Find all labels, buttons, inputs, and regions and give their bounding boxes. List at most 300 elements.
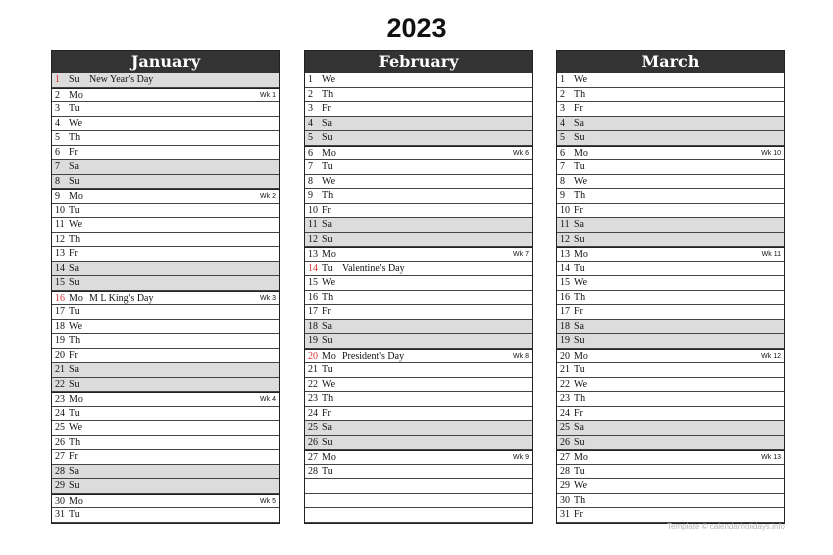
day-of-week: Fr xyxy=(69,349,78,361)
day-row xyxy=(305,450,532,465)
day-row xyxy=(557,320,784,335)
day-number: 16 xyxy=(560,291,570,303)
day-of-week: We xyxy=(69,422,83,433)
month-january xyxy=(51,50,280,524)
day-row xyxy=(557,494,784,509)
day-of-week: Su xyxy=(69,277,80,288)
day-row xyxy=(52,421,279,436)
day-number: 3 xyxy=(560,103,565,114)
day-row xyxy=(305,465,532,480)
day-number: 16 xyxy=(55,292,65,304)
day-number: 21 xyxy=(560,364,570,375)
holiday-label: New Year's Day xyxy=(89,74,154,85)
day-of-week: Su xyxy=(574,132,585,143)
day-row xyxy=(52,247,279,262)
day-of-week: Tu xyxy=(574,465,585,477)
week-number: Wk 12 xyxy=(761,352,781,360)
day-number: 23 xyxy=(560,393,570,404)
day-number: 21 xyxy=(55,364,65,375)
day-of-week: Mo xyxy=(322,452,336,463)
day-number: 14 xyxy=(308,262,318,274)
day-number: 19 xyxy=(560,335,570,346)
week-number: Wk 4 xyxy=(260,396,276,403)
day-row xyxy=(305,160,532,175)
day-row xyxy=(305,363,532,378)
day-of-week: Tu xyxy=(322,364,333,375)
day-row xyxy=(305,436,532,451)
day-of-week: Su xyxy=(574,436,585,448)
day-of-week: Mo xyxy=(574,350,588,362)
day-number: 6 xyxy=(560,147,565,159)
day-number: 4 xyxy=(55,117,60,129)
month-february xyxy=(304,50,533,524)
day-number: 17 xyxy=(55,306,65,317)
day-of-week: Mo xyxy=(322,147,336,159)
day-of-week: Fr xyxy=(574,103,583,114)
day-of-week: Sa xyxy=(69,161,79,172)
day-row xyxy=(305,349,532,364)
day-number: 30 xyxy=(560,494,570,506)
day-number: 20 xyxy=(560,350,570,362)
day-of-week: Su xyxy=(574,335,585,346)
day-of-week: Th xyxy=(574,88,586,100)
day-row xyxy=(557,233,784,248)
day-number: 20 xyxy=(55,349,65,361)
day-of-week: We xyxy=(69,117,83,129)
day-of-week: Sa xyxy=(574,422,584,433)
day-row xyxy=(305,407,532,422)
day-number: 11 xyxy=(560,219,570,230)
day-row xyxy=(557,102,784,117)
day-of-week: Mo xyxy=(69,394,83,405)
day-row xyxy=(557,407,784,422)
day-of-week: Th xyxy=(574,190,586,201)
day-row xyxy=(557,334,784,349)
day-row xyxy=(305,73,532,88)
day-row xyxy=(52,305,279,320)
day-number: 28 xyxy=(560,465,570,477)
day-row xyxy=(52,233,279,248)
day-row xyxy=(52,494,279,509)
day-number: 16 xyxy=(308,291,318,303)
day-row xyxy=(557,349,784,364)
day-of-week: Mo xyxy=(69,191,83,202)
day-row xyxy=(557,392,784,407)
day-row xyxy=(305,320,532,335)
day-of-week: We xyxy=(574,175,588,187)
day-number: 28 xyxy=(308,465,318,477)
month-march xyxy=(556,50,785,524)
day-of-week: Tu xyxy=(322,465,333,477)
day-number: 17 xyxy=(560,306,570,317)
day-row xyxy=(52,320,279,335)
day-row xyxy=(52,131,279,146)
day-row xyxy=(52,392,279,407)
day-of-week: Tu xyxy=(574,364,585,375)
day-row xyxy=(557,305,784,320)
day-list xyxy=(52,73,279,523)
day-number: 13 xyxy=(560,249,570,260)
day-of-week: Tu xyxy=(69,204,80,216)
day-number: 18 xyxy=(55,320,65,332)
day-of-week: Sa xyxy=(574,219,584,230)
day-row xyxy=(305,305,532,320)
day-of-week: Su xyxy=(574,233,585,245)
day-of-week: Fr xyxy=(574,306,583,317)
day-number: 10 xyxy=(560,204,570,216)
day-row xyxy=(305,378,532,393)
day-number: 22 xyxy=(308,378,318,390)
month-header: March xyxy=(557,51,784,73)
day-row xyxy=(557,160,784,175)
day-list xyxy=(557,73,784,523)
week-number: Wk 11 xyxy=(761,251,781,258)
footer-credit: Template © calendarholidays.info xyxy=(667,522,785,531)
day-of-week: We xyxy=(322,378,336,390)
day-of-week: Mo xyxy=(69,292,83,304)
day-row xyxy=(52,204,279,219)
week-number: Wk 2 xyxy=(260,193,276,200)
day-number: 10 xyxy=(308,204,318,216)
day-number: 18 xyxy=(560,320,570,332)
day-of-week: Sa xyxy=(322,219,332,230)
day-of-week: Su xyxy=(69,74,80,85)
day-row xyxy=(557,421,784,436)
day-row xyxy=(52,450,279,465)
day-number: 8 xyxy=(560,175,565,187)
day-of-week: We xyxy=(574,378,588,390)
day-row xyxy=(557,378,784,393)
day-of-week: Tu xyxy=(322,262,333,274)
day-number: 11 xyxy=(308,219,318,230)
day-row xyxy=(305,262,532,277)
day-row xyxy=(305,494,532,509)
day-row xyxy=(557,465,784,480)
day-row xyxy=(52,334,279,349)
day-row xyxy=(52,189,279,204)
day-of-week: Sa xyxy=(574,117,584,129)
day-of-week: Tu xyxy=(574,262,585,274)
day-row xyxy=(557,508,784,523)
day-of-week: Fr xyxy=(322,306,331,317)
day-row xyxy=(305,218,532,233)
day-of-week: Th xyxy=(322,88,334,100)
day-of-week: Tu xyxy=(69,306,80,317)
day-of-week: Fr xyxy=(574,509,583,520)
day-row xyxy=(52,73,279,88)
day-row xyxy=(305,247,532,262)
day-number: 2 xyxy=(55,89,60,101)
day-row xyxy=(52,262,279,277)
day-of-week: Sa xyxy=(322,117,332,129)
day-of-week: Sa xyxy=(574,320,584,332)
day-number: 24 xyxy=(308,407,318,419)
day-of-week: We xyxy=(574,74,588,85)
day-number: 31 xyxy=(560,509,570,520)
week-number: Wk 5 xyxy=(260,497,276,505)
day-number: 26 xyxy=(560,436,570,448)
day-number: 12 xyxy=(308,233,318,245)
week-number: Wk 8 xyxy=(513,352,529,360)
day-number: 6 xyxy=(55,146,60,158)
day-row xyxy=(557,291,784,306)
day-row xyxy=(305,421,532,436)
day-number: 12 xyxy=(55,233,65,245)
day-of-week: Th xyxy=(574,291,586,303)
day-of-week: We xyxy=(69,320,83,332)
day-row xyxy=(557,131,784,146)
day-number: 7 xyxy=(308,161,313,172)
day-number: 9 xyxy=(55,191,60,202)
day-of-week: Su xyxy=(322,233,333,245)
day-row xyxy=(305,88,532,103)
day-of-week: We xyxy=(69,219,83,230)
day-number: 27 xyxy=(55,451,65,462)
week-number: Wk 10 xyxy=(761,149,781,157)
day-row xyxy=(557,175,784,190)
day-number: 6 xyxy=(308,147,313,159)
day-of-week: Su xyxy=(322,335,333,346)
day-row xyxy=(52,479,279,494)
day-number: 21 xyxy=(308,364,318,375)
day-number: 24 xyxy=(560,407,570,419)
day-row xyxy=(52,436,279,451)
day-of-week: Sa xyxy=(69,465,79,477)
day-row xyxy=(305,146,532,161)
day-number: 13 xyxy=(55,248,65,259)
day-row xyxy=(557,204,784,219)
day-number: 26 xyxy=(308,436,318,448)
day-number: 8 xyxy=(308,175,313,187)
day-of-week: Mo xyxy=(69,89,83,101)
day-of-week: Fr xyxy=(574,407,583,419)
day-number: 23 xyxy=(55,394,65,405)
day-number: 5 xyxy=(560,132,565,143)
day-row xyxy=(305,276,532,291)
month-header: February xyxy=(305,51,532,73)
day-number: 9 xyxy=(560,190,565,201)
month-header: January xyxy=(52,51,279,73)
day-row xyxy=(305,479,532,494)
day-row xyxy=(52,146,279,161)
day-row xyxy=(52,363,279,378)
week-number: Wk 13 xyxy=(761,454,781,461)
day-of-week: We xyxy=(322,74,336,85)
day-of-week: Th xyxy=(574,393,586,404)
day-of-week: Th xyxy=(322,291,334,303)
day-of-week: Mo xyxy=(322,249,336,260)
day-of-week: Tu xyxy=(574,161,585,172)
day-of-week: Th xyxy=(574,494,586,506)
day-row xyxy=(52,378,279,393)
day-number: 19 xyxy=(55,335,65,346)
day-of-week: Tu xyxy=(69,103,80,114)
holiday-label: President's Day xyxy=(342,350,405,362)
day-number: 18 xyxy=(308,320,318,332)
holiday-label: Valentine's Day xyxy=(342,262,405,274)
day-number: 2 xyxy=(308,88,313,100)
day-row xyxy=(557,450,784,465)
day-number: 30 xyxy=(55,495,65,507)
day-of-week: Fr xyxy=(69,146,78,158)
day-of-week: Sa xyxy=(322,422,332,433)
day-row xyxy=(557,262,784,277)
day-number: 12 xyxy=(560,233,570,245)
day-row xyxy=(305,102,532,117)
week-number: Wk 6 xyxy=(513,149,529,157)
day-number: 24 xyxy=(55,407,65,419)
day-number: 25 xyxy=(55,422,65,433)
day-row xyxy=(557,479,784,494)
day-number: 2 xyxy=(560,88,565,100)
day-number: 31 xyxy=(55,509,65,520)
day-number: 20 xyxy=(308,350,318,362)
day-number: 27 xyxy=(560,452,570,463)
day-of-week: We xyxy=(322,277,336,288)
day-of-week: Su xyxy=(322,132,333,143)
day-of-week: Su xyxy=(322,436,333,448)
day-row xyxy=(557,247,784,262)
day-number: 10 xyxy=(55,204,65,216)
day-list xyxy=(305,73,532,523)
day-number: 17 xyxy=(308,306,318,317)
week-number: Wk 3 xyxy=(260,294,276,302)
day-row xyxy=(52,276,279,291)
day-number: 4 xyxy=(308,117,313,129)
year-title: 2023 xyxy=(386,13,447,43)
week-number: Wk 7 xyxy=(513,251,529,258)
day-row xyxy=(52,88,279,103)
day-row xyxy=(557,73,784,88)
day-of-week: Mo xyxy=(574,249,588,260)
day-of-week: Fr xyxy=(322,407,331,419)
day-of-week: Th xyxy=(69,436,81,448)
day-row xyxy=(305,189,532,204)
day-of-week: Th xyxy=(322,190,334,201)
day-of-week: We xyxy=(574,480,588,491)
day-row xyxy=(557,363,784,378)
day-of-week: Fr xyxy=(574,204,583,216)
day-row xyxy=(52,218,279,233)
day-number: 25 xyxy=(308,422,318,433)
day-number: 1 xyxy=(55,74,60,85)
day-number: 15 xyxy=(560,277,570,288)
day-number: 15 xyxy=(308,277,318,288)
day-number: 7 xyxy=(560,161,565,172)
day-row xyxy=(52,349,279,364)
day-number: 9 xyxy=(308,190,313,201)
day-of-week: Fr xyxy=(69,451,78,462)
day-row xyxy=(305,131,532,146)
day-row xyxy=(305,233,532,248)
day-of-week: We xyxy=(574,277,588,288)
day-row xyxy=(557,218,784,233)
week-number: Wk 1 xyxy=(260,91,276,99)
day-of-week: Mo xyxy=(322,350,336,362)
day-of-week: Fr xyxy=(322,204,331,216)
day-row xyxy=(52,160,279,175)
day-row xyxy=(557,117,784,132)
day-number: 27 xyxy=(308,452,318,463)
day-number: 1 xyxy=(560,74,565,85)
day-number: 3 xyxy=(55,103,60,114)
day-of-week: Su xyxy=(69,175,80,187)
day-row xyxy=(52,102,279,117)
day-row xyxy=(305,392,532,407)
day-number: 29 xyxy=(55,480,65,491)
day-of-week: Su xyxy=(69,378,80,390)
day-number: 14 xyxy=(560,262,570,274)
day-of-week: Mo xyxy=(574,452,588,463)
day-number: 28 xyxy=(55,465,65,477)
day-number: 25 xyxy=(560,422,570,433)
day-number: 1 xyxy=(308,74,313,85)
day-row xyxy=(52,407,279,422)
week-number: Wk 9 xyxy=(513,454,529,461)
day-row xyxy=(557,189,784,204)
holiday-label: M L King's Day xyxy=(89,292,154,304)
day-of-week: Sa xyxy=(69,262,79,274)
day-number: 15 xyxy=(55,277,65,288)
day-of-week: Fr xyxy=(322,103,331,114)
day-number: 5 xyxy=(55,132,60,143)
day-of-week: We xyxy=(322,175,336,187)
day-number: 19 xyxy=(308,335,318,346)
day-row xyxy=(52,117,279,132)
day-of-week: Su xyxy=(69,480,80,491)
day-row xyxy=(52,508,279,523)
day-row xyxy=(52,465,279,480)
day-of-week: Tu xyxy=(322,161,333,172)
day-of-week: Mo xyxy=(69,495,83,507)
day-of-week: Th xyxy=(69,132,81,143)
day-number: 3 xyxy=(308,103,313,114)
day-row xyxy=(557,276,784,291)
day-row xyxy=(305,175,532,190)
day-row xyxy=(305,334,532,349)
day-number: 23 xyxy=(308,393,318,404)
day-number: 13 xyxy=(308,249,318,260)
day-of-week: Th xyxy=(69,335,81,346)
day-number: 5 xyxy=(308,132,313,143)
day-of-week: Mo xyxy=(574,147,588,159)
day-of-week: Sa xyxy=(69,364,79,375)
day-row xyxy=(52,175,279,190)
day-row xyxy=(305,291,532,306)
day-of-week: Th xyxy=(322,393,334,404)
day-number: 4 xyxy=(560,117,565,129)
day-of-week: Sa xyxy=(322,320,332,332)
day-of-week: Fr xyxy=(69,248,78,259)
day-row xyxy=(557,436,784,451)
day-number: 7 xyxy=(55,161,60,172)
day-number: 8 xyxy=(55,175,60,187)
day-row xyxy=(52,291,279,306)
day-row xyxy=(305,508,532,523)
day-number: 14 xyxy=(55,262,65,274)
day-of-week: Tu xyxy=(69,407,80,419)
day-number: 22 xyxy=(560,378,570,390)
day-number: 26 xyxy=(55,436,65,448)
day-row xyxy=(557,146,784,161)
day-row xyxy=(305,204,532,219)
day-number: 22 xyxy=(55,378,65,390)
day-of-week: Th xyxy=(69,233,81,245)
day-of-week: Tu xyxy=(69,509,80,520)
day-number: 29 xyxy=(560,480,570,491)
day-row xyxy=(557,88,784,103)
day-row xyxy=(305,117,532,132)
